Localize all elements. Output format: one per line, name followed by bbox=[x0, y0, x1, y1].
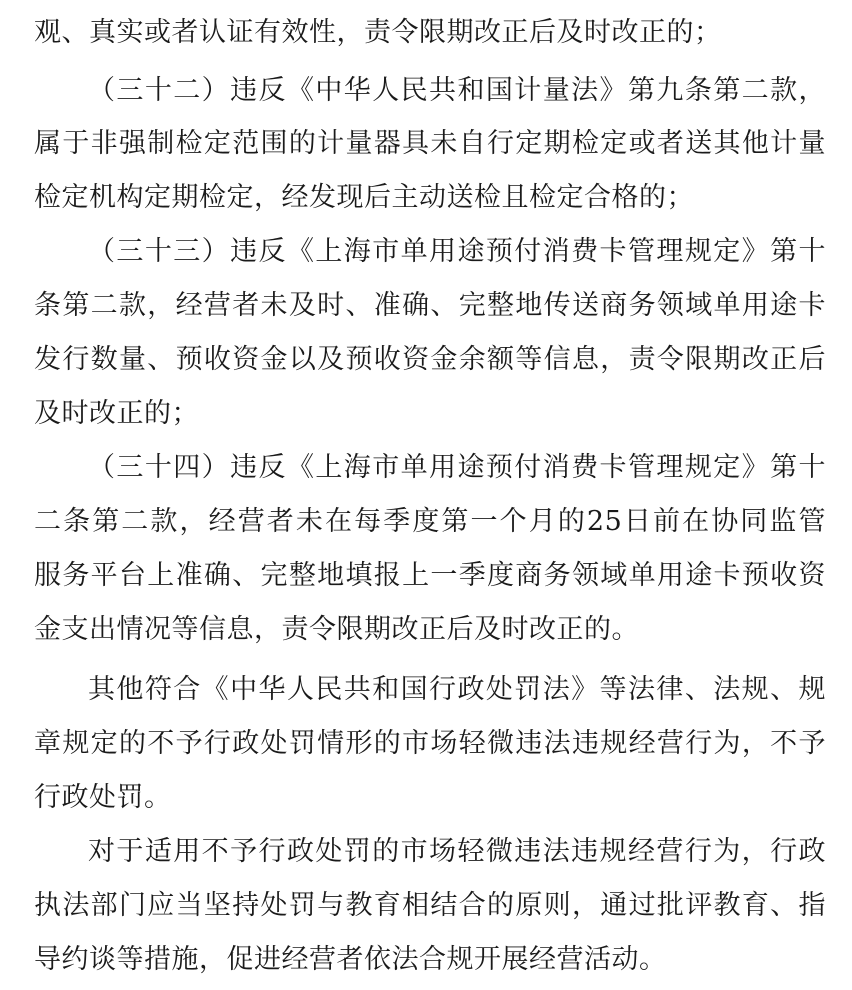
text-line: （三十四）违反《上海市单用途预付消费卡管理规定》第十 bbox=[88, 452, 826, 483]
text-line: 行政处罚。 bbox=[34, 782, 172, 813]
text-line: 发行数量、预收资金以及预收资金余额等信息，责令限期改正后 bbox=[34, 344, 826, 375]
text-line: 对于适用不予行政处罚的市场轻微违法违规经营行为，行政 bbox=[88, 836, 826, 867]
text-line: 章规定的不予行政处罚情形的市场轻微违法违规经营行为，不予 bbox=[34, 728, 826, 759]
text-line: 金支出情况等信息，责令限期改正后及时改正的。 bbox=[34, 614, 639, 645]
text-line: 执法部门应当坚持处罚与教育相结合的原则，通过批评教育、指 bbox=[34, 890, 826, 921]
text-line: 及时改正的； bbox=[34, 398, 199, 429]
text-line: （三十三）违反《上海市单用途预付消费卡管理规定》第十 bbox=[88, 236, 826, 267]
text-line: 其他符合《中华人民共和国行政处罚法》等法律、法规、规 bbox=[88, 674, 826, 705]
text-line: 条第二款，经营者未及时、准确、完整地传送商务领域单用途卡 bbox=[34, 290, 826, 321]
text-line: 二条第二款，经营者未在每季度第一个月的25日前在协同监管 bbox=[34, 506, 826, 537]
text-line: （三十二）违反《中华人民共和国计量法》第九条第二款， bbox=[88, 75, 826, 106]
text-line: 导约谈等措施，促进经营者依法合规开展经营活动。 bbox=[34, 944, 667, 975]
text-line: 检定机构定期检定，经发现后主动送检且检定合格的； bbox=[34, 182, 694, 213]
text-line: 服务平台上准确、完整地填报上一季度商务领域单用途卡预收资 bbox=[34, 560, 826, 591]
text-line: 属于非强制检定范围的计量器具未自行定期检定或者送其他计量 bbox=[34, 128, 826, 159]
text-line: 观、真实或者认证有效性，责令限期改正后及时改正的； bbox=[34, 17, 722, 48]
